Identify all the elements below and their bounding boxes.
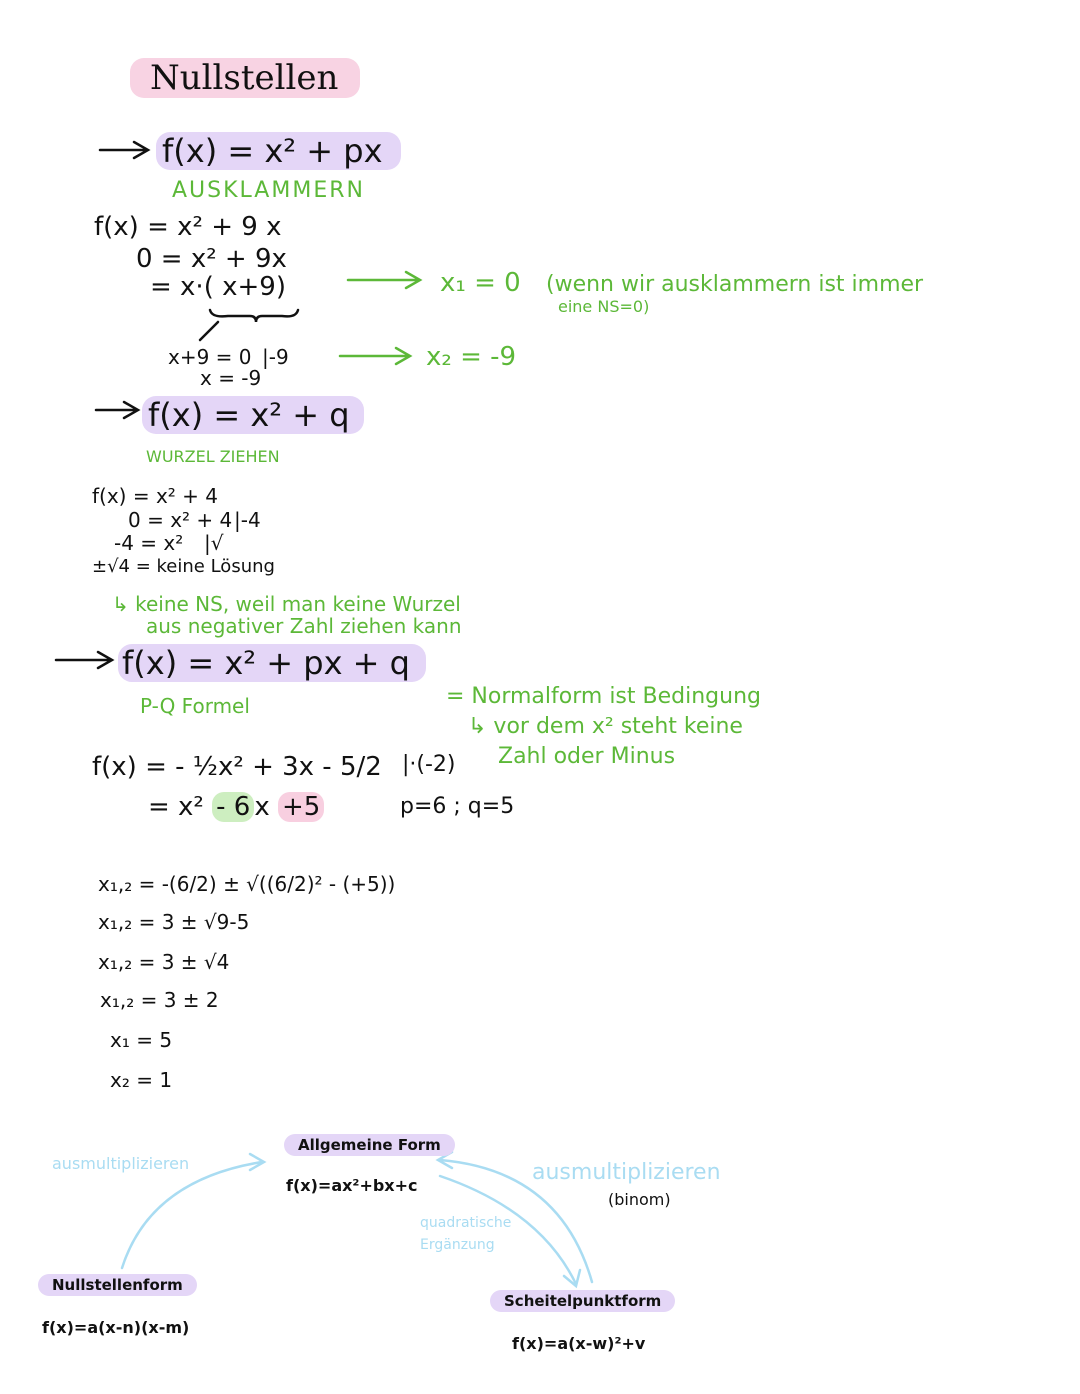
pointer-line-icon — [200, 322, 218, 340]
section1-note: (wenn wir ausklammern ist immer — [546, 272, 924, 297]
section1-step1: x+9 = 0 — [168, 345, 252, 369]
section3-line1: f(x) = - ½x² + 3x - 5/2 — [92, 752, 382, 782]
section2-header: f(x) = x² + q — [142, 396, 364, 434]
page-title: Nullstellen — [130, 58, 360, 98]
section3-header: f(x) = x² + px + q — [118, 644, 426, 682]
section2-note1: ↳ keine NS, weil man keine Wurzel — [112, 592, 461, 616]
brace-icon — [210, 310, 298, 322]
arrow-section3-icon — [56, 652, 112, 668]
general-form-formula: f(x)=ax²+bx+c — [286, 1176, 418, 1195]
section2-line4: ±√4 = keine Lösung — [92, 556, 275, 577]
section3-cond2: ↳ vor dem x² steht keine — [468, 714, 743, 739]
section3-line1-op: |·(-2) — [402, 752, 456, 777]
section3-line2-q: +5 — [278, 792, 324, 822]
zero-form-label: Nullstellenform — [38, 1274, 197, 1296]
section3-calc3: x₁,₂ = 3 ± √4 — [98, 950, 230, 974]
arrow-right-sublabel: (binom) — [608, 1190, 671, 1209]
section1-line1: f(x) = x² + 9 x — [94, 212, 282, 242]
section1-line2: 0 = x² + 9x — [136, 244, 287, 274]
section3-method: P-Q Formel — [140, 694, 250, 718]
section2-line2-op: |-4 — [234, 508, 261, 532]
section3-calc4: x₁,₂ = 3 ± 2 — [100, 988, 219, 1012]
section3-cond3: Zahl oder Minus — [498, 744, 676, 769]
section2-method: WURZEL ZIEHEN — [146, 447, 280, 466]
section2-line3: -4 = x² — [114, 531, 184, 555]
section3-line2-pre: = x² — [148, 792, 213, 822]
section3-line2-p: - 6 — [212, 792, 254, 822]
section2-line1: f(x) = x² + 4 — [92, 484, 219, 508]
section1-note2: eine NS=0) — [558, 297, 650, 316]
zero-form-formula: f(x)=a(x-n)(x-m) — [42, 1318, 190, 1337]
section3-calc5: x₁ = 5 — [110, 1028, 173, 1052]
section1-step1-op: |-9 — [262, 345, 289, 369]
arrow-section2-icon — [96, 402, 138, 418]
general-form-label: Allgemeine Form — [284, 1134, 455, 1156]
section1-line3: = x·( x+9) — [150, 272, 286, 302]
arrow-right-label: ausmultiplizieren — [532, 1160, 721, 1185]
section1-step2: x = -9 — [200, 366, 262, 390]
section3-calc2: x₁,₂ = 3 ± √9-5 — [98, 910, 250, 934]
vertex-form-label: Scheitelpunktform — [490, 1290, 675, 1312]
arrow-middle-label: quadratische Ergänzung — [420, 1215, 512, 1253]
vertex-form-formula: f(x)=a(x-w)²+v — [512, 1334, 646, 1353]
section1-result1: x₁ = 0 — [440, 268, 521, 298]
section1-header: f(x) = x² + px — [156, 132, 401, 170]
arrow-left-curve-icon — [122, 1162, 262, 1268]
arrow-section1-icon — [100, 142, 148, 158]
arrow-left-label: ausmultiplizieren — [52, 1154, 190, 1173]
section3-calc1: x₁,₂ = -(6/2) ± √((6/2)² - (+5)) — [98, 872, 396, 896]
section3-cond1: = Normalform ist Bedingung — [446, 684, 761, 709]
section2-line2: 0 = x² + 4 — [128, 508, 233, 532]
section2-note2: aus negativer Zahl ziehen kann — [146, 614, 462, 638]
section3-line2-mid: x — [254, 792, 278, 822]
section1-result2: x₂ = -9 — [426, 342, 517, 372]
section3-line2 — [148, 792, 324, 822]
green-arrow-2-icon — [340, 348, 410, 364]
green-arrow-1-icon — [348, 272, 420, 288]
section3-pq: p=6 ; q=5 — [400, 794, 515, 819]
section1-method: AUSKLAMMERN — [172, 178, 365, 203]
section2-line3-op: |√ — [204, 531, 224, 555]
section3-calc6: x₂ = 1 — [110, 1068, 173, 1092]
